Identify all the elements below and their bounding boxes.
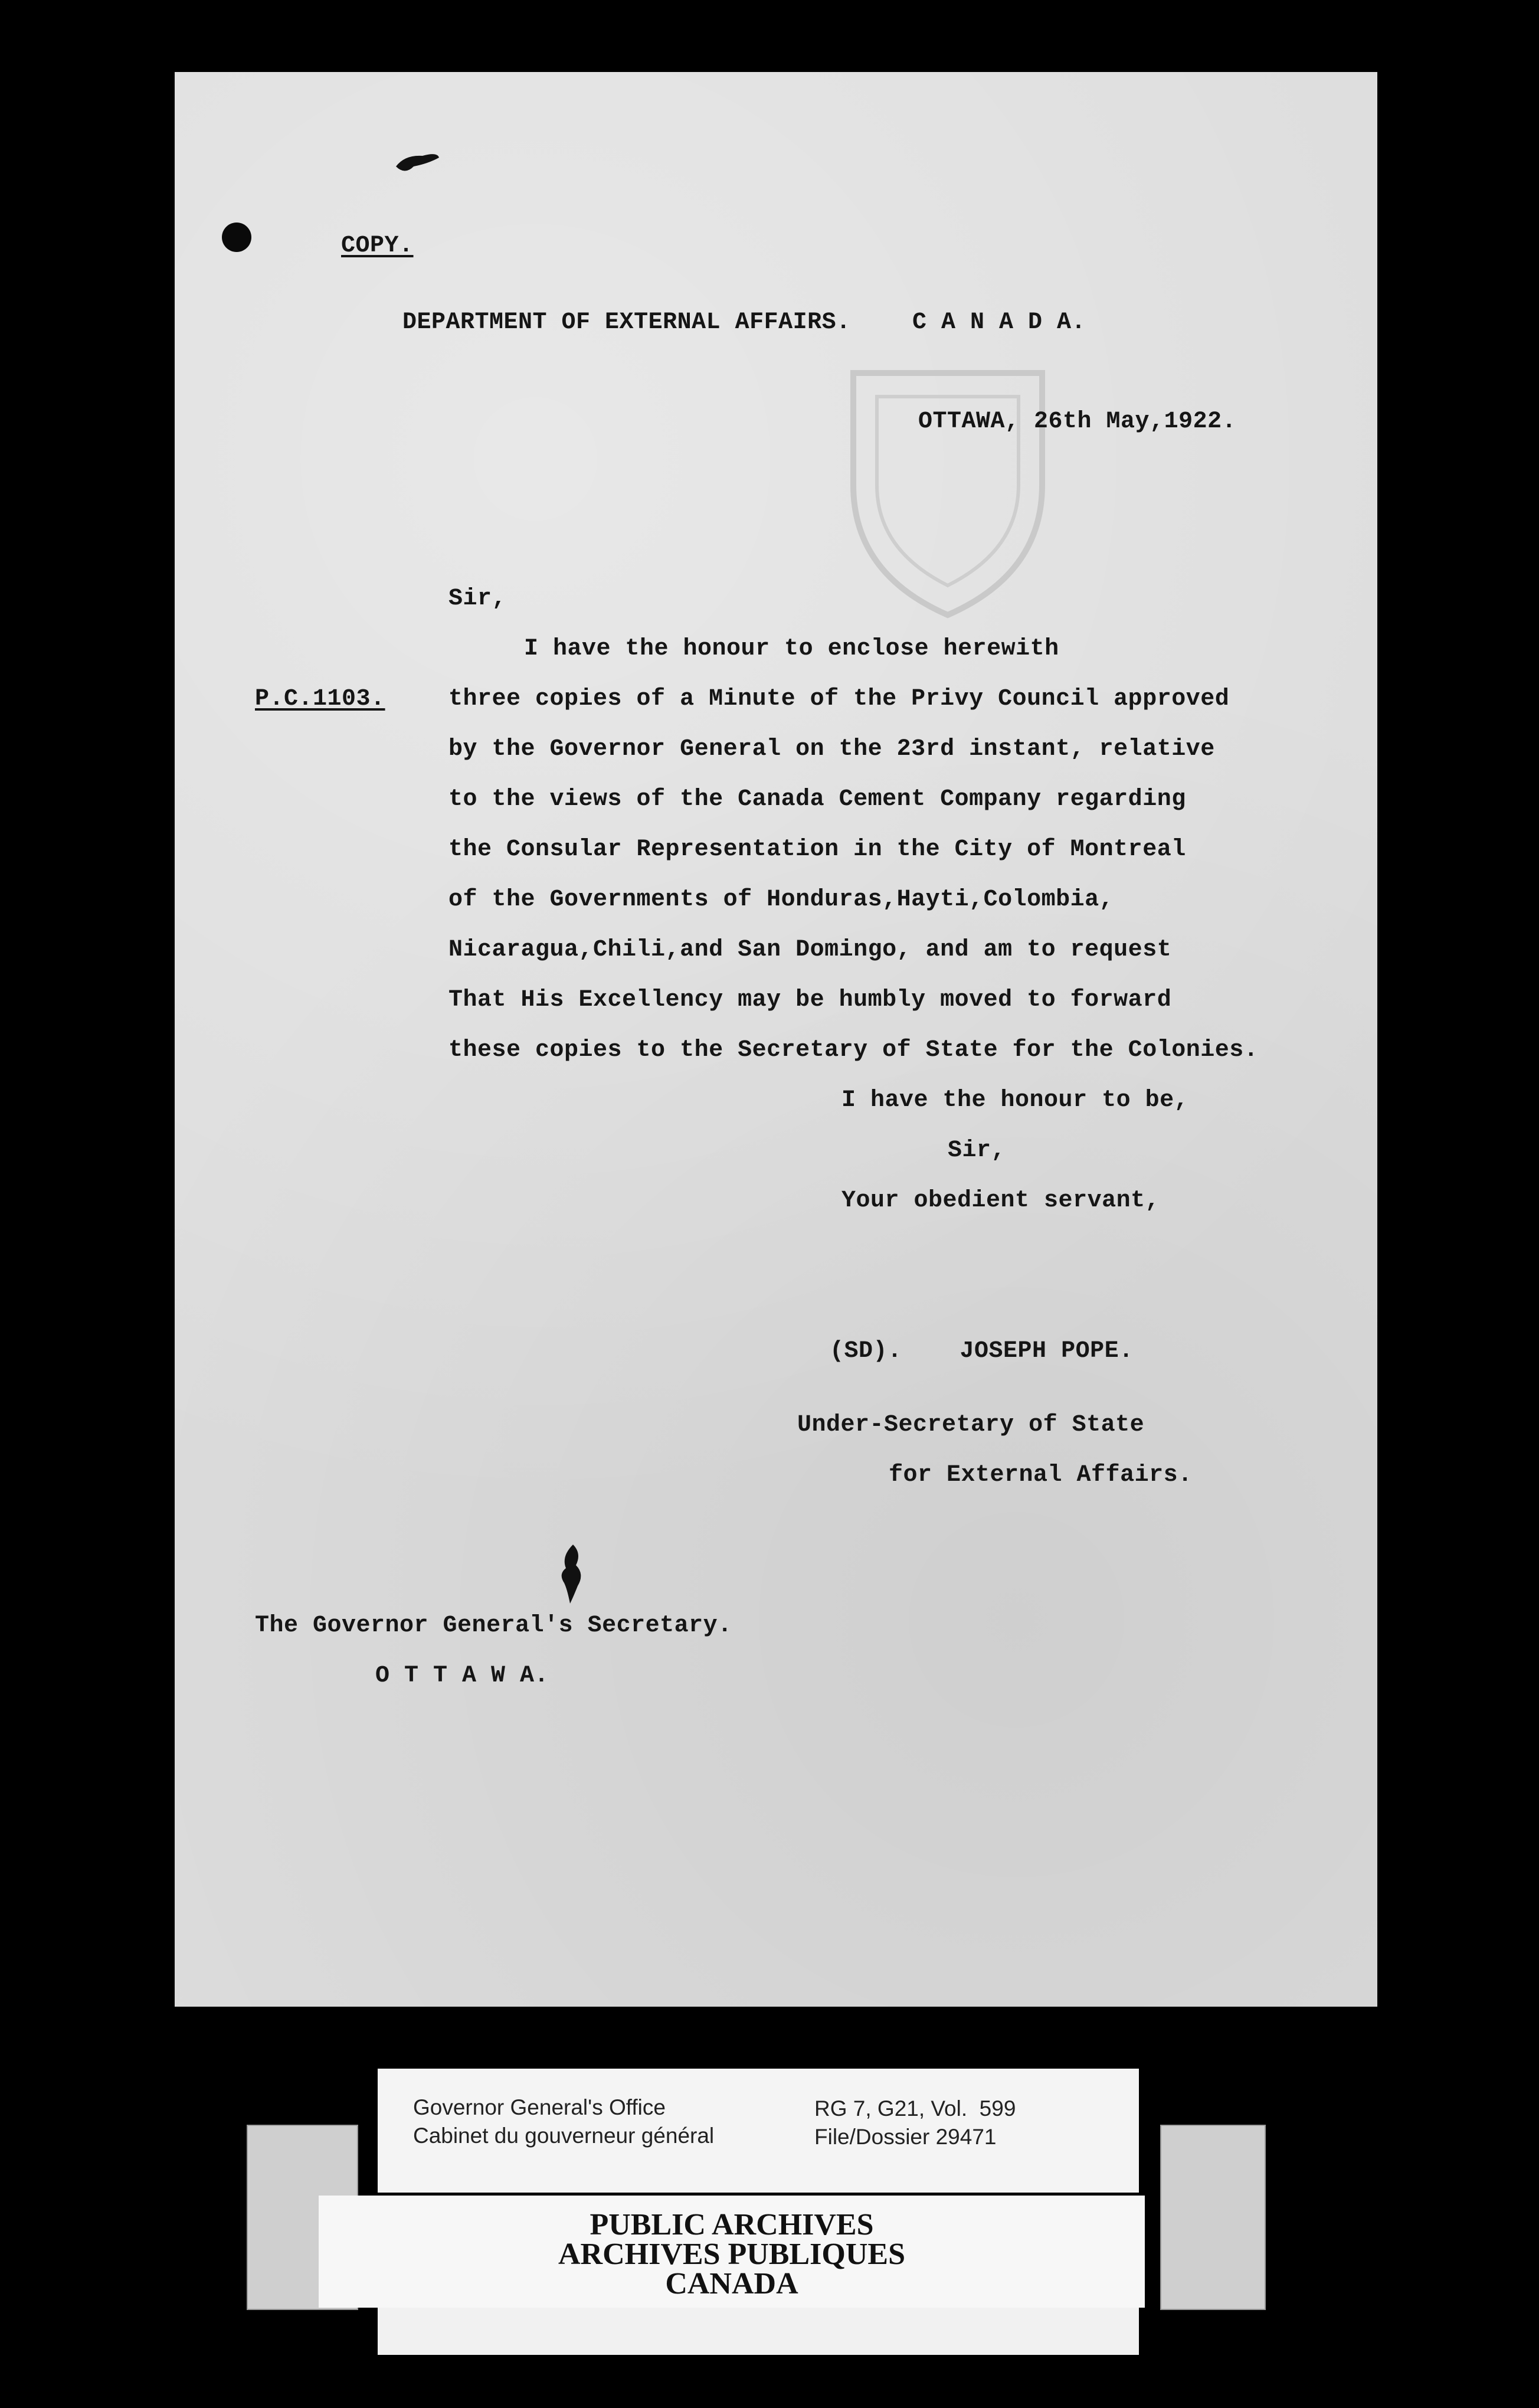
closing-line: I have the honour to be,: [841, 1087, 1189, 1114]
office-en: Governor General's Office: [413, 2095, 666, 2119]
body-line: to the views of the Canada Cement Company regarding: [448, 786, 1186, 813]
body-line: by the Governor General on the 23rd instant, relative: [448, 736, 1215, 763]
punch-hole-icon: [222, 223, 251, 252]
addressee: The Governor General's Secretary.: [255, 1612, 732, 1639]
copy-mark: COPY.: [341, 233, 414, 259]
closing-line: Sir,: [948, 1137, 1006, 1164]
label-tab-right: [1160, 2125, 1266, 2310]
signer-title-1: Under-Secretary of State: [797, 1412, 1145, 1438]
ink-blot-top-icon: [393, 149, 440, 178]
stamp-line-1: PUBLIC ARCHIVES: [590, 2208, 874, 2242]
stamp-line-3: CANADA: [665, 2267, 798, 2301]
body-line: Nicaragua,Chili,and San Domingo, and am to request: [448, 937, 1172, 963]
signature: (SD). JOSEPH POPE.: [830, 1338, 1134, 1365]
body-line: of the Governments of Honduras,Hayti,Colombia,: [448, 886, 1114, 913]
body-line: three copies of a Minute of the Privy Council approved: [448, 686, 1230, 712]
archive-file: File/Dossier 29471: [814, 2125, 997, 2149]
archive-label-strip: [378, 2308, 1139, 2355]
signer-title-2: for External Affairs.: [889, 1462, 1193, 1488]
office-fr: Cabinet du gouverneur général: [413, 2124, 715, 2148]
closing-line: Your obedient servant,: [841, 1187, 1160, 1214]
country-heading: C A N A D A.: [912, 309, 1086, 336]
body-line: these copies to the Secretary of State for the Colonies.: [448, 1037, 1259, 1064]
body-line: That His Excellency may be humbly moved to forward: [448, 987, 1172, 1013]
body-line: I have the honour to enclose herewith: [524, 636, 1059, 662]
ink-blot-mid-icon: [555, 1542, 591, 1607]
place-date: OTTAWA, 26th May,1922.: [918, 408, 1237, 435]
archive-reference: RG 7, G21, Vol. 599: [814, 2096, 1016, 2121]
body-line: the Consular Representation in the City of Montreal: [448, 836, 1186, 863]
department-heading: DEPARTMENT OF EXTERNAL AFFAIRS.: [402, 309, 851, 336]
letter-sheet: [175, 72, 1377, 2007]
stamp-line-2: ARCHIVES PUBLIQUES: [558, 2237, 906, 2271]
watermark-crest-icon: [841, 349, 1054, 627]
addressee-city: O T T A W A.: [375, 1663, 549, 1689]
salutation: Sir,: [448, 585, 507, 612]
margin-reference: P.C.1103.: [255, 686, 385, 712]
